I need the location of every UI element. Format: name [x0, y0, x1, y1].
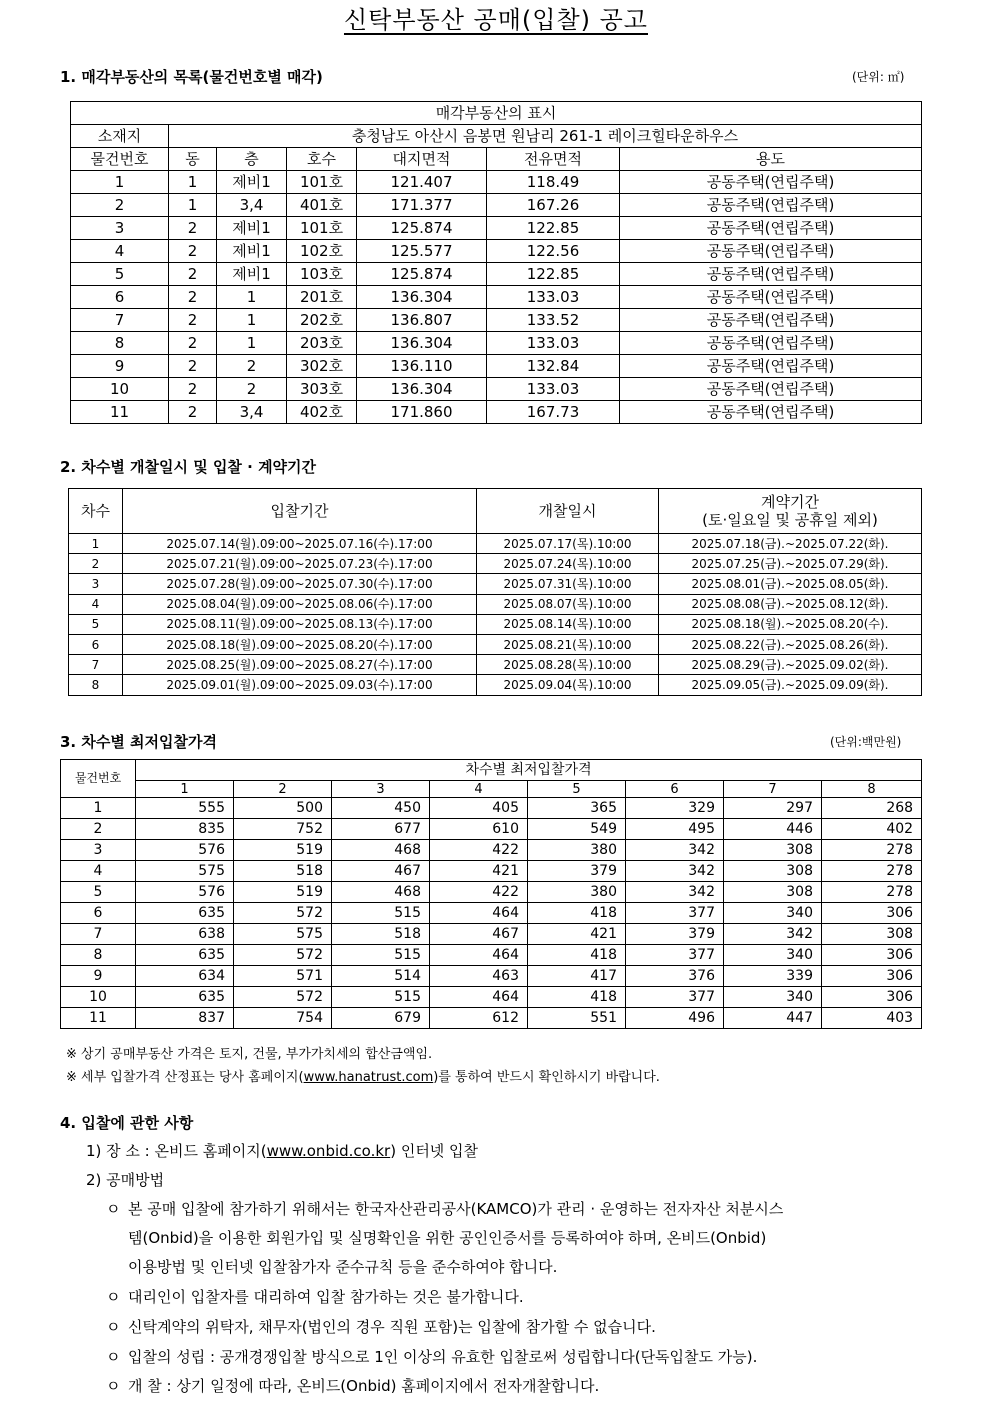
- contract-label: 계약기간: [761, 493, 819, 511]
- table-cell: 306: [822, 945, 922, 966]
- table-cell: 제비1: [217, 171, 287, 194]
- table-cell: 1: [69, 534, 123, 554]
- table-cell: 422: [430, 840, 528, 861]
- table-cell: 122.56: [487, 240, 620, 263]
- table-cell: 379: [528, 861, 626, 882]
- table-row: [71, 401, 922, 424]
- table-row: [61, 861, 922, 882]
- table-cell: 555: [136, 798, 234, 819]
- table-cell: 302호: [287, 355, 357, 378]
- note-price-includes: ※ 상기 공매부동산 가격은 토지, 건물, 부가가치세의 합산금액임.: [66, 1047, 433, 1062]
- section1-unit: (단위: ㎡): [852, 70, 905, 84]
- table-cell: 342: [626, 861, 724, 882]
- table-cell: 공동주택(연립주택): [620, 240, 922, 263]
- table-cell: 2025.09.04(목).10:00: [477, 675, 659, 695]
- table-cell: 5: [69, 614, 123, 634]
- table-cell: 571: [234, 966, 332, 987]
- table-cell: 3,4: [217, 194, 287, 217]
- table-cell: 제비1: [217, 240, 287, 263]
- table-cell: 9: [61, 966, 136, 987]
- table-cell: 612: [430, 1008, 528, 1029]
- table-cell: 638: [136, 924, 234, 945]
- table-row: [61, 945, 922, 966]
- table-cell: 118.49: [487, 171, 620, 194]
- bullet-item: ㅇ 입찰의 성립 : 공개경쟁입찰 방식으로 1인 이상의 유효한 입찰로써 성립합니다(단독입찰도 가능).: [106, 1348, 758, 1366]
- table-row: [69, 634, 922, 654]
- table-cell: 2025.08.18(월).~2025.08.20(수).: [659, 614, 922, 634]
- table-row: [71, 240, 922, 263]
- table-cell: 340: [724, 903, 822, 924]
- table-cell: 572: [234, 945, 332, 966]
- table-cell: 2: [69, 554, 123, 574]
- table-cell: 468: [332, 840, 430, 861]
- table-cell: 공동주택(연립주택): [620, 378, 922, 401]
- table-cell: 133.03: [487, 332, 620, 355]
- schedule-table: [68, 488, 922, 696]
- table-cell: 133.03: [487, 378, 620, 401]
- table-row: [69, 675, 922, 695]
- table-cell: 446: [724, 819, 822, 840]
- table-cell: 268: [822, 798, 922, 819]
- table-cell: 377: [626, 945, 724, 966]
- table-cell: 공동주택(연립주택): [620, 355, 922, 378]
- table-row: [61, 1008, 922, 1029]
- table-cell: 2025.08.25(월).09:00~2025.08.27(수).17:00: [123, 655, 477, 675]
- table-cell: 835: [136, 819, 234, 840]
- table-cell: 2025.08.07(목).10:00: [477, 594, 659, 614]
- table-cell: 635: [136, 945, 234, 966]
- table-cell: 752: [234, 819, 332, 840]
- bullet-item: ㅇ 대리인이 입찰자를 대리하여 입찰 참가하는 것은 불가합니다.: [106, 1288, 524, 1306]
- table-row: [69, 574, 922, 594]
- table-cell: 122.85: [487, 217, 620, 240]
- table-cell: 450: [332, 798, 430, 819]
- table-cell: 418: [528, 903, 626, 924]
- table-cell: 제비1: [217, 217, 287, 240]
- property-rows: [71, 171, 922, 424]
- table-cell: 514: [332, 966, 430, 987]
- table-cell: 102호: [287, 240, 357, 263]
- table-cell: 10: [61, 987, 136, 1008]
- table-row: [61, 903, 922, 924]
- column-header-contract: [659, 489, 922, 534]
- property-list-table: [70, 101, 922, 424]
- table-cell: 2025.08.01(금).~2025.08.05(화).: [659, 574, 922, 594]
- table-cell: 340: [724, 987, 822, 1008]
- table-cell: 342: [724, 924, 822, 945]
- table-cell: 2: [169, 309, 217, 332]
- column-header: 용도: [620, 148, 922, 171]
- table-row: [71, 171, 922, 194]
- table-row: [69, 554, 922, 574]
- round-header: 6: [626, 781, 724, 798]
- table-cell: 495: [626, 819, 724, 840]
- table-cell: 2025.07.21(월).09:00~2025.07.23(수).17:00: [123, 554, 477, 574]
- table-cell: 101호: [287, 217, 357, 240]
- table-cell: 125.874: [357, 263, 487, 286]
- table-cell: 365: [528, 798, 626, 819]
- table-cell: 2: [217, 378, 287, 401]
- table-row: [61, 882, 922, 903]
- table-cell: 1: [217, 332, 287, 355]
- table-cell: 3,4: [217, 401, 287, 424]
- table-cell: 171.377: [357, 194, 487, 217]
- table-cell: 306: [822, 987, 922, 1008]
- round-header: 3: [332, 781, 430, 798]
- table-cell: 167.26: [487, 194, 620, 217]
- schedule-rows: [69, 534, 922, 696]
- table-cell: 519: [234, 840, 332, 861]
- table-cell: 공동주택(연립주택): [620, 401, 922, 424]
- table-cell: 2025.08.21(목).10:00: [477, 634, 659, 654]
- round-header: 7: [724, 781, 822, 798]
- bullet-icon: ㅇ: [106, 1200, 121, 1218]
- table-cell: 422: [430, 882, 528, 903]
- table-row: [69, 534, 922, 554]
- table-cell: 308: [724, 882, 822, 903]
- table-cell: 496: [626, 1008, 724, 1029]
- table-cell: 2025.07.14(월).09:00~2025.07.16(수).17:00: [123, 534, 477, 554]
- table-row: [61, 819, 922, 840]
- table-cell: 677: [332, 819, 430, 840]
- table-cell: 2: [169, 332, 217, 355]
- bullet-item-continuation: 이용방법 및 인터넷 입찰참가자 준수규칙 등을 준수하여야 합니다.: [128, 1258, 558, 1276]
- table-cell: 376: [626, 966, 724, 987]
- table-header-row: [71, 148, 922, 171]
- table-row: [69, 655, 922, 675]
- page-title: 신탁부동산 공매(입찰) 공고: [343, 6, 648, 34]
- table-cell: 5: [61, 882, 136, 903]
- table-cell: 575: [136, 861, 234, 882]
- bullet-icon: ㅇ: [106, 1288, 121, 1306]
- table-cell: 500: [234, 798, 332, 819]
- min-price-table: [60, 759, 922, 1029]
- table-row: [61, 924, 922, 945]
- table-cell: 136.304: [357, 378, 487, 401]
- table-cell: 3: [69, 574, 123, 594]
- table-cell: 121.407: [357, 171, 487, 194]
- table-cell: 418: [528, 987, 626, 1008]
- column-header: 층: [217, 148, 287, 171]
- table-cell: 1: [169, 194, 217, 217]
- table-cell: 공동주택(연립주택): [620, 332, 922, 355]
- table-cell: 11: [61, 1008, 136, 1029]
- table-cell: 837: [136, 1008, 234, 1029]
- table-cell: 515: [332, 903, 430, 924]
- table-cell: 3: [71, 217, 169, 240]
- table-cell: 125.577: [357, 240, 487, 263]
- table-cell: 9: [71, 355, 169, 378]
- table-cell: 2: [169, 263, 217, 286]
- table-cell: 공동주택(연립주택): [620, 217, 922, 240]
- table-cell: 1: [61, 798, 136, 819]
- table-cell: 379: [626, 924, 724, 945]
- table-header-row: [69, 489, 922, 534]
- table-cell: 342: [626, 840, 724, 861]
- table-cell: 2025.08.11(월).09:00~2025.08.13(수).17:00: [123, 614, 477, 634]
- table-cell: 8: [61, 945, 136, 966]
- table-cell: 576: [136, 882, 234, 903]
- table-cell: 5: [71, 263, 169, 286]
- table-cell: 402: [822, 819, 922, 840]
- table-cell: 278: [822, 840, 922, 861]
- table-cell: 572: [234, 987, 332, 1008]
- table-cell: 610: [430, 819, 528, 840]
- table-cell: 467: [332, 861, 430, 882]
- table-cell: 377: [626, 903, 724, 924]
- column-header: 전유면적: [487, 148, 620, 171]
- table-cell: 377: [626, 987, 724, 1008]
- table-cell: 2: [169, 401, 217, 424]
- table-cell: 6: [69, 634, 123, 654]
- table-cell: 468: [332, 882, 430, 903]
- location-value: 충청남도 아산시 음봉면 원남리 261-1 레이크힐타운하우스: [169, 125, 922, 148]
- table-cell: 4: [71, 240, 169, 263]
- bullet-item: ㅇ 본 공매 입찰에 참가하기 위해서는 한국자산관리공사(KAMCO)가 관리 · 운영하는 전자자산 처분시스: [106, 1200, 784, 1218]
- table-row: [71, 194, 922, 217]
- table-cell: 2025.09.01(월).09:00~2025.09.03(수).17:00: [123, 675, 477, 695]
- table-cell: 679: [332, 1008, 430, 1029]
- table-row: [71, 286, 922, 309]
- group-header: 차수별 최저입찰가격: [136, 760, 922, 781]
- section3-heading: 3. 차수별 최저입찰가격: [60, 733, 217, 751]
- table-cell: 103호: [287, 263, 357, 286]
- bullet-icon: ㅇ: [106, 1377, 121, 1395]
- table-cell: 518: [332, 924, 430, 945]
- table-cell: 572: [234, 903, 332, 924]
- table-cell: 136.110: [357, 355, 487, 378]
- table-cell: 1: [71, 171, 169, 194]
- table-cell: 576: [136, 840, 234, 861]
- table-cell: 3: [61, 840, 136, 861]
- bid-location-item: 1) 장 소 : 온비드 홈페이지(www.onbid.co.kr) 인터넷 입찰: [86, 1142, 479, 1160]
- column-header: 동: [169, 148, 217, 171]
- table-row: [61, 840, 922, 861]
- table-cell: 2: [217, 355, 287, 378]
- table-cell: 136.807: [357, 309, 487, 332]
- table-cell: 418: [528, 945, 626, 966]
- table-cell: 11: [71, 401, 169, 424]
- table-cell: 417: [528, 966, 626, 987]
- table-cell: 342: [626, 882, 724, 903]
- table-cell: 8: [69, 675, 123, 695]
- table-cell: 421: [528, 924, 626, 945]
- table-cell: 401호: [287, 194, 357, 217]
- location-label: 소재지: [71, 125, 169, 148]
- price-rows: [61, 798, 922, 1029]
- table-row: [71, 355, 922, 378]
- table-cell: 136.304: [357, 286, 487, 309]
- table-cell: 464: [430, 945, 528, 966]
- table-cell: 2025.08.08(금).~2025.08.12(화).: [659, 594, 922, 614]
- table-cell: 447: [724, 1008, 822, 1029]
- table-cell: 2: [61, 819, 136, 840]
- table-cell: 634: [136, 966, 234, 987]
- table-cell: 4: [61, 861, 136, 882]
- table-cell: 519: [234, 882, 332, 903]
- table-cell: 공동주택(연립주택): [620, 263, 922, 286]
- contract-note: (토·일요일 및 공휴일 제외): [702, 511, 878, 529]
- table-cell: 297: [724, 798, 822, 819]
- bullet-icon: ㅇ: [106, 1318, 121, 1336]
- table-cell: 549: [528, 819, 626, 840]
- table-cell: 2: [169, 240, 217, 263]
- table-cell: 제비1: [217, 263, 287, 286]
- onbid-link[interactable]: www.onbid.co.kr: [266, 1142, 391, 1160]
- table-cell: 380: [528, 840, 626, 861]
- table-cell: 133.03: [487, 286, 620, 309]
- table-cell: 635: [136, 903, 234, 924]
- table-cell: 8: [71, 332, 169, 355]
- table-cell: 306: [822, 966, 922, 987]
- hanatrust-link[interactable]: www.hanatrust.com: [303, 1070, 434, 1085]
- table-cell: 339: [724, 966, 822, 987]
- table-cell: 7: [71, 309, 169, 332]
- table-cell: 303호: [287, 378, 357, 401]
- bullet-item: ㅇ 신탁계약의 위탁자, 채무자(법인의 경우 직원 포함)는 입찰에 참가할 수 없습니다.: [106, 1318, 656, 1336]
- table-cell: 467: [430, 924, 528, 945]
- round-header-row: [61, 781, 922, 798]
- table-cell: 2: [71, 194, 169, 217]
- column-header: 물건번호: [71, 148, 169, 171]
- table-cell: 2025.07.18(금).~2025.07.22(화).: [659, 534, 922, 554]
- table-cell: 2025.09.05(금).~2025.09.09(화).: [659, 675, 922, 695]
- table-cell: 2025.08.28(목).10:00: [477, 655, 659, 675]
- round-header: 4: [430, 781, 528, 798]
- table-cell: 308: [724, 861, 822, 882]
- table-cell: 2025.08.18(월).09:00~2025.08.20(수).17:00: [123, 634, 477, 654]
- column-header: 호수: [287, 148, 357, 171]
- table-cell: 518: [234, 861, 332, 882]
- table-row: [61, 987, 922, 1008]
- section1-heading: 1. 매각부동산의 목록(물건번호별 매각): [60, 68, 323, 86]
- table-row: [69, 614, 922, 634]
- table-cell: 464: [430, 987, 528, 1008]
- table-cell: 1: [217, 309, 287, 332]
- table-cell: 10: [71, 378, 169, 401]
- table-cell: 2: [169, 378, 217, 401]
- table-cell: 2025.07.24(목).10:00: [477, 554, 659, 574]
- table-cell: 2025.08.14(목).10:00: [477, 614, 659, 634]
- table-cell: 6: [61, 903, 136, 924]
- table-cell: 125.874: [357, 217, 487, 240]
- table-cell: 329: [626, 798, 724, 819]
- table-cell: 101호: [287, 171, 357, 194]
- table-cell: 402호: [287, 401, 357, 424]
- table-cell: 201호: [287, 286, 357, 309]
- table-cell: 575: [234, 924, 332, 945]
- item-number-header: 물건번호: [61, 760, 136, 798]
- table-cell: 1: [217, 286, 287, 309]
- table-cell: 2: [169, 355, 217, 378]
- table-cell: 308: [822, 924, 922, 945]
- note-price-detail: ※ 세부 입찰가격 산정표는 당사 홈페이지(www.hanatrust.com)를 통하여 반드시 확인하시기 바랍니다.: [66, 1070, 660, 1085]
- table-cell: 380: [528, 882, 626, 903]
- section2-heading: 2. 차수별 개찰일시 및 입찰 · 계약기간: [60, 458, 317, 476]
- table-cell: 464: [430, 903, 528, 924]
- table-cell: 2025.07.28(월).09:00~2025.07.30(수).17:00: [123, 574, 477, 594]
- table-row: [61, 798, 922, 819]
- table-cell: 551: [528, 1008, 626, 1029]
- table-cell: 133.52: [487, 309, 620, 332]
- table-cell: 136.304: [357, 332, 487, 355]
- table-cell: 308: [724, 840, 822, 861]
- table-cell: 122.85: [487, 263, 620, 286]
- bullet-item: ㅇ 개 찰 : 상기 일정에 따라, 온비드(Onbid) 홈페이지에서 전자개찰합니다.: [106, 1377, 600, 1395]
- table-cell: 202호: [287, 309, 357, 332]
- table-cell: 7: [61, 924, 136, 945]
- table-cell: 421: [430, 861, 528, 882]
- table-cell: 2025.07.17(목).10:00: [477, 534, 659, 554]
- table-cell: 754: [234, 1008, 332, 1029]
- column-header: 차수: [69, 489, 123, 534]
- table-cell: 405: [430, 798, 528, 819]
- table-cell: 공동주택(연립주택): [620, 171, 922, 194]
- table-cell: 635: [136, 987, 234, 1008]
- table-cell: 2025.08.04(월).09:00~2025.08.06(수).17:00: [123, 594, 477, 614]
- table-cell: 2: [169, 286, 217, 309]
- round-header: 8: [822, 781, 922, 798]
- table-cell: 4: [69, 594, 123, 614]
- table-cell: 515: [332, 945, 430, 966]
- table-cell: 7: [69, 655, 123, 675]
- table-cell: 2: [169, 217, 217, 240]
- table-cell: 463: [430, 966, 528, 987]
- table-cell: 6: [71, 286, 169, 309]
- bullet-item-continuation: 템(Onbid)을 이용한 회원가입 및 실명확인을 위한 공인인증서를 등록하여야 하며, 온비드(Onbid): [128, 1229, 767, 1247]
- table-cell: 515: [332, 987, 430, 1008]
- table-row: [69, 594, 922, 614]
- table-row: [71, 332, 922, 355]
- round-header: 1: [136, 781, 234, 798]
- table-cell: 공동주택(연립주택): [620, 309, 922, 332]
- table-cell: 403: [822, 1008, 922, 1029]
- column-header: 대지면적: [357, 148, 487, 171]
- table-cell: 2025.07.31(목).10:00: [477, 574, 659, 594]
- table-row: [71, 309, 922, 332]
- round-header: 5: [528, 781, 626, 798]
- table-cell: 2025.07.25(금).~2025.07.29(화).: [659, 554, 922, 574]
- table-cell: 공동주택(연립주택): [620, 286, 922, 309]
- table-cell: 132.84: [487, 355, 620, 378]
- table-cell: 203호: [287, 332, 357, 355]
- round-header: 2: [234, 781, 332, 798]
- auction-method-item: 2) 공매방법: [86, 1171, 165, 1189]
- section4-heading: 4. 입찰에 관한 사항: [60, 1114, 194, 1132]
- table-cell: 167.73: [487, 401, 620, 424]
- table-cell: 1: [169, 171, 217, 194]
- table-row: [61, 966, 922, 987]
- table-cell: 공동주택(연립주택): [620, 194, 922, 217]
- table-cell: 171.860: [357, 401, 487, 424]
- table-cell: 2025.08.29(금).~2025.09.02(화).: [659, 655, 922, 675]
- section3-unit: (단위:백만원): [830, 735, 902, 749]
- table-title: 매각부동산의 표시: [71, 102, 922, 125]
- table-cell: 278: [822, 861, 922, 882]
- table-cell: 306: [822, 903, 922, 924]
- table-row: [71, 217, 922, 240]
- table-cell: 340: [724, 945, 822, 966]
- table-cell: 278: [822, 882, 922, 903]
- table-row: [71, 263, 922, 286]
- column-header: 개찰일시: [477, 489, 659, 534]
- column-header: 입찰기간: [123, 489, 477, 534]
- table-row: [71, 378, 922, 401]
- table-cell: 2025.08.22(금).~2025.08.26(화).: [659, 634, 922, 654]
- bullet-icon: ㅇ: [106, 1348, 121, 1366]
